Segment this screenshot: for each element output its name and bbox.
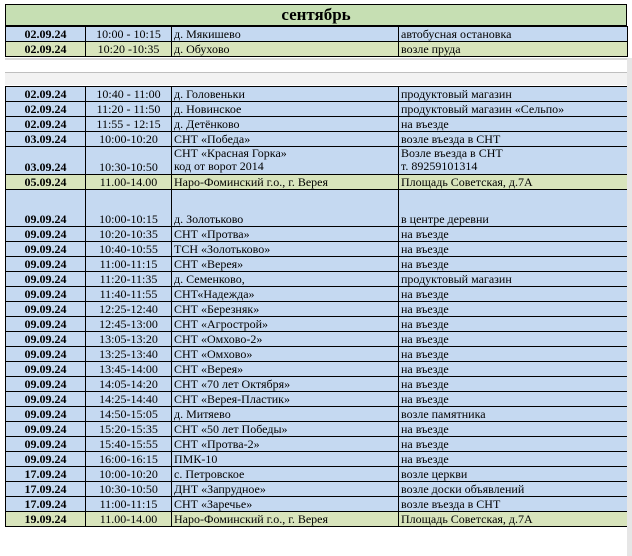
location-cell — [399, 482, 628, 497]
table-row — [6, 132, 628, 147]
time-cell-text: 11.00-14.00 — [99, 175, 158, 189]
location-cell — [399, 362, 628, 377]
table-row — [6, 147, 628, 175]
time-cell — [86, 422, 172, 437]
date-cell-text: 09.09.24 — [24, 422, 67, 436]
location-cell-text: на въезде — [401, 452, 449, 466]
location-cell — [399, 102, 628, 117]
date-cell-text: 02.09.24 — [24, 27, 67, 41]
date-cell-text: 17.09.24 — [24, 467, 67, 481]
location-cell-text: на въезде — [401, 422, 449, 436]
table-row — [6, 175, 628, 190]
date-cell — [6, 257, 86, 272]
place-cell-text: д. Обухово — [174, 42, 230, 56]
place-cell — [172, 242, 399, 257]
time-cell-text: 13:05-13:20 — [99, 332, 158, 346]
time-cell-text: 11.00-14.00 — [99, 512, 158, 526]
place-cell-text: д. Золотьково — [174, 212, 244, 226]
date-cell — [6, 482, 86, 497]
schedule-table-main — [5, 86, 628, 527]
table-row — [6, 102, 628, 117]
date-cell — [6, 422, 86, 437]
location-cell-text: на въезде — [401, 332, 449, 346]
place-cell-text: СНТ «Омхово-2» — [174, 332, 263, 346]
time-cell — [86, 42, 172, 57]
time-cell-text: 10:20-10:35 — [99, 227, 158, 241]
table-row — [6, 27, 628, 42]
place-cell — [172, 147, 399, 175]
place-cell — [172, 467, 399, 482]
place-cell — [172, 117, 399, 132]
location-cell — [399, 147, 628, 175]
date-cell-text: 09.09.24 — [24, 347, 67, 361]
location-cell-text: продуктовый магазин «Сельпо» — [401, 102, 565, 116]
table-row — [6, 332, 628, 347]
month-title: сентябрь — [5, 4, 627, 26]
table-row — [6, 362, 628, 377]
location-cell — [399, 227, 628, 242]
time-cell — [86, 467, 172, 482]
table-row — [6, 347, 628, 362]
place-cell — [172, 87, 399, 102]
date-cell — [6, 287, 86, 302]
time-cell-text: 10:30-10:50 — [99, 160, 158, 174]
place-cell-text: д. Семенково, — [174, 272, 245, 286]
place-cell — [172, 102, 399, 117]
place-cell — [172, 362, 399, 377]
place-cell — [172, 227, 399, 242]
location-cell-text: продуктовый магазин — [401, 87, 512, 101]
location-cell-text: на въезде — [401, 287, 449, 301]
divider — [5, 58, 627, 60]
time-cell — [86, 407, 172, 422]
place-cell — [172, 257, 399, 272]
time-cell-text: 16:00-16:15 — [99, 452, 158, 466]
location-cell — [399, 392, 628, 407]
time-cell — [86, 482, 172, 497]
date-cell-text: 09.09.24 — [24, 272, 67, 286]
place-cell-text: д. Мякишево — [174, 27, 241, 41]
table-row — [6, 87, 628, 102]
location-cell-text: возле памятника — [401, 407, 486, 421]
date-cell-text: 09.09.24 — [24, 227, 67, 241]
location-cell — [399, 512, 628, 527]
location-cell — [399, 117, 628, 132]
location-cell — [399, 257, 628, 272]
date-cell — [6, 302, 86, 317]
table-row — [6, 482, 628, 497]
location-cell — [399, 332, 628, 347]
location-cell — [399, 467, 628, 482]
date-cell-text: 09.09.24 — [24, 212, 67, 226]
date-cell — [6, 407, 86, 422]
place-cell — [172, 27, 399, 42]
time-cell — [86, 437, 172, 452]
place-cell — [172, 317, 399, 332]
location-cell-text-2: т. 89259101314 — [401, 159, 478, 173]
date-cell-text: 09.09.24 — [24, 362, 67, 376]
table-row — [6, 407, 628, 422]
time-cell — [86, 497, 172, 512]
date-cell-text: 09.09.24 — [24, 287, 67, 301]
location-cell — [399, 287, 628, 302]
time-cell — [86, 347, 172, 362]
time-cell-text: 13:45-14:00 — [99, 362, 158, 376]
place-cell-text: ПМК-10 — [174, 452, 218, 466]
table-row — [6, 422, 628, 437]
location-cell-text: Площадь Советская, д.7А — [401, 175, 533, 189]
time-cell — [86, 117, 172, 132]
table-row — [6, 377, 628, 392]
time-cell-text: 11:20 - 11:50 — [96, 102, 161, 116]
place-cell-text: СНТ «Красная Горка» — [174, 146, 287, 160]
time-cell — [86, 377, 172, 392]
place-cell — [172, 287, 399, 302]
table-row — [6, 117, 628, 132]
place-cell — [172, 175, 399, 190]
location-cell-text: на въезде — [401, 242, 449, 256]
location-cell-text: продуктовый магазин — [401, 272, 512, 286]
time-cell-text: 10:00-10:15 — [99, 212, 158, 226]
time-cell-text: 11:00-11:15 — [99, 497, 158, 511]
table-row — [6, 257, 628, 272]
location-cell-text: на въезде — [401, 317, 449, 331]
place-cell-text: д. Новинское — [174, 102, 242, 116]
place-cell-text: с. Петровское — [174, 467, 245, 481]
location-cell-text: на въезде — [401, 347, 449, 361]
place-cell-text: д. Детёнково — [174, 117, 240, 131]
place-cell-text: СНТ «Березняк» — [174, 302, 260, 316]
location-cell-text: возле доски объявлений — [401, 482, 525, 496]
place-cell — [172, 512, 399, 527]
place-cell-text: д. Головеньки — [174, 87, 245, 101]
location-cell — [399, 175, 628, 190]
time-cell-text: 14:50-15:05 — [99, 407, 158, 421]
location-cell — [399, 242, 628, 257]
location-cell-text: на въезде — [401, 302, 449, 316]
place-cell-text: СНТ «Верея» — [174, 362, 244, 376]
time-cell-text: 10:30-10:50 — [99, 482, 158, 496]
time-cell-text: 10:00-10:20 — [99, 467, 158, 481]
place-cell-text-2: код от ворот 2014 — [174, 159, 264, 173]
date-cell — [6, 42, 86, 57]
time-cell — [86, 392, 172, 407]
time-cell-text: 10:00 - 10:15 — [96, 27, 161, 41]
time-cell — [86, 87, 172, 102]
divider — [5, 72, 627, 85]
location-cell — [399, 437, 628, 452]
location-cell-text: возле пруда — [401, 42, 461, 56]
place-cell — [172, 42, 399, 57]
time-cell — [86, 147, 172, 175]
location-cell — [399, 422, 628, 437]
place-cell — [172, 347, 399, 362]
location-cell — [399, 302, 628, 317]
time-cell — [86, 175, 172, 190]
place-cell-text: ТСН «Золотьково» — [174, 242, 271, 256]
time-cell — [86, 272, 172, 287]
location-cell — [399, 347, 628, 362]
time-cell — [86, 190, 172, 227]
time-cell — [86, 242, 172, 257]
date-cell — [6, 392, 86, 407]
place-cell — [172, 482, 399, 497]
time-cell-text: 12:45-13:00 — [99, 317, 158, 331]
date-cell-text: 09.09.24 — [24, 392, 67, 406]
time-cell-text: 13:25-13:40 — [99, 347, 158, 361]
time-cell — [86, 332, 172, 347]
place-cell — [172, 272, 399, 287]
location-cell — [399, 42, 628, 57]
place-cell-text: СНТ «Агрострой» — [174, 317, 269, 331]
time-cell-text: 14:05-14:20 — [99, 377, 158, 391]
location-cell — [399, 377, 628, 392]
date-cell-text: 09.09.24 — [24, 377, 67, 391]
location-cell — [399, 272, 628, 287]
date-cell-text: 17.09.24 — [24, 497, 67, 511]
table-row — [6, 287, 628, 302]
date-cell — [6, 175, 86, 190]
place-cell — [172, 407, 399, 422]
date-cell-text: 17.09.24 — [24, 482, 67, 496]
time-cell-text: 15:40-15:55 — [99, 437, 158, 451]
date-cell — [6, 377, 86, 392]
time-cell — [86, 512, 172, 527]
place-cell-text: СНТ «50 лет Победы» — [174, 422, 288, 436]
date-cell — [6, 117, 86, 132]
table-row — [6, 227, 628, 242]
location-cell — [399, 497, 628, 512]
time-cell-text: 14:25-14:40 — [99, 392, 158, 406]
place-cell-text: СНТ «Победа» — [174, 132, 251, 146]
time-cell-text: 10:20 -10:35 — [97, 42, 160, 56]
location-cell — [399, 452, 628, 467]
location-cell-text: возле церкви — [401, 467, 468, 481]
location-cell — [399, 317, 628, 332]
place-cell-text: СНТ «Верея» — [174, 257, 244, 271]
date-cell-text: 05.09.24 — [24, 175, 67, 189]
date-cell — [6, 467, 86, 482]
location-cell — [399, 27, 628, 42]
time-cell — [86, 132, 172, 147]
date-cell — [6, 87, 86, 102]
date-cell — [6, 317, 86, 332]
date-cell-text: 02.09.24 — [24, 87, 67, 101]
table-row — [6, 452, 628, 467]
date-cell-text: 19.09.24 — [24, 512, 67, 526]
scroll-shade — [627, 58, 632, 556]
place-cell-text: СНТ «Протва» — [174, 227, 250, 241]
date-cell-text: 09.09.24 — [24, 302, 67, 316]
place-cell-text: ДНТ «Запрудное» — [174, 482, 266, 496]
location-cell-text: на въезде — [401, 362, 449, 376]
location-cell-text: на въезде — [401, 227, 449, 241]
table-row — [6, 437, 628, 452]
place-cell-text: СНТ «70 лет Октября» — [174, 377, 291, 391]
table-row — [6, 497, 628, 512]
date-cell — [6, 512, 86, 527]
location-cell-text: Площадь Советская, д.7А — [401, 512, 533, 526]
place-cell — [172, 132, 399, 147]
time-cell — [86, 317, 172, 332]
place-cell-text: СНТ «Омхово» — [174, 347, 253, 361]
table-row — [6, 317, 628, 332]
date-cell-text: 09.09.24 — [24, 407, 67, 421]
place-cell — [172, 302, 399, 317]
time-cell-text: 11:00-11:15 — [99, 257, 158, 271]
date-cell-text: 09.09.24 — [24, 242, 67, 256]
date-cell — [6, 332, 86, 347]
location-cell-text: на въезде — [401, 377, 449, 391]
location-cell-text: автобусная остановка — [401, 27, 512, 41]
schedule-table-top — [5, 26, 628, 57]
location-cell — [399, 407, 628, 422]
location-cell-text: на въезде — [401, 392, 449, 406]
date-cell-text: 09.09.24 — [24, 437, 67, 451]
table-row — [6, 392, 628, 407]
location-cell — [399, 132, 628, 147]
time-cell — [86, 227, 172, 242]
place-cell-text: СНТ «Верея-Пластик» — [174, 392, 290, 406]
date-cell-text: 09.09.24 — [24, 257, 67, 271]
date-cell — [6, 27, 86, 42]
time-cell-text: 10:40 - 11:00 — [96, 87, 161, 101]
location-cell — [399, 87, 628, 102]
date-cell — [6, 437, 86, 452]
place-cell-text: СНТ «Протва-2» — [174, 437, 260, 451]
date-cell — [6, 190, 86, 227]
section-gap — [5, 58, 627, 84]
date-cell — [6, 272, 86, 287]
location-cell-text: Возле въезда в СНТ — [401, 146, 503, 160]
place-cell — [172, 497, 399, 512]
table-row — [6, 272, 628, 287]
place-cell-text: Наро-Фоминский г.о., г. Верея — [174, 175, 328, 189]
date-cell-text: 03.09.24 — [24, 132, 67, 146]
time-cell — [86, 102, 172, 117]
place-cell-text: Наро-Фоминский г.о., г. Верея — [174, 512, 328, 526]
time-cell-text: 11:40-11:55 — [99, 287, 158, 301]
date-cell — [6, 147, 86, 175]
date-cell-text: 09.09.24 — [24, 317, 67, 331]
place-cell — [172, 332, 399, 347]
table-row — [6, 467, 628, 482]
place-cell — [172, 392, 399, 407]
table-row — [6, 242, 628, 257]
date-cell-text: 09.09.24 — [24, 332, 67, 346]
place-cell-text: СНТ «Заречье» — [174, 497, 253, 511]
place-cell — [172, 377, 399, 392]
time-cell — [86, 257, 172, 272]
location-cell — [399, 190, 628, 227]
table-row — [6, 42, 628, 57]
location-cell-text: на въезде — [401, 117, 449, 131]
location-cell-text: в центре деревни — [401, 212, 489, 226]
time-cell — [86, 27, 172, 42]
table-row — [6, 190, 628, 227]
time-cell-text: 11:55 - 12:15 — [96, 117, 161, 131]
time-cell — [86, 452, 172, 467]
time-cell-text: 12:25-12:40 — [99, 302, 158, 316]
location-cell-text: возле въезда в СНТ — [401, 497, 501, 511]
date-cell-text: 02.09.24 — [24, 102, 67, 116]
date-cell — [6, 132, 86, 147]
date-cell-text: 02.09.24 — [24, 42, 67, 56]
date-cell — [6, 497, 86, 512]
time-cell-text: 10:40-10:55 — [99, 242, 158, 256]
date-cell — [6, 452, 86, 467]
place-cell — [172, 452, 399, 467]
location-cell-text: возле въезда в СНТ — [401, 132, 501, 146]
place-cell — [172, 422, 399, 437]
time-cell — [86, 302, 172, 317]
place-cell-text: СНТ«Надежда» — [174, 287, 255, 301]
time-cell — [86, 362, 172, 377]
time-cell-text: 11:20-11:35 — [99, 272, 158, 286]
date-cell — [6, 347, 86, 362]
time-cell-text: 10:00-10:20 — [99, 132, 158, 146]
date-cell — [6, 102, 86, 117]
time-cell-text: 15:20-15:35 — [99, 422, 158, 436]
date-cell-text: 03.09.24 — [24, 160, 67, 174]
time-cell — [86, 287, 172, 302]
date-cell-text: 09.09.24 — [24, 452, 67, 466]
table-row — [6, 302, 628, 317]
date-cell — [6, 362, 86, 377]
date-cell — [6, 227, 86, 242]
date-cell-text: 02.09.24 — [24, 117, 67, 131]
date-cell — [6, 242, 86, 257]
location-cell-text: на въезде — [401, 437, 449, 451]
place-cell — [172, 437, 399, 452]
place-cell — [172, 190, 399, 227]
table-row — [6, 512, 628, 527]
place-cell-text: д. Митяево — [174, 407, 231, 421]
location-cell-text: на въезде — [401, 257, 449, 271]
